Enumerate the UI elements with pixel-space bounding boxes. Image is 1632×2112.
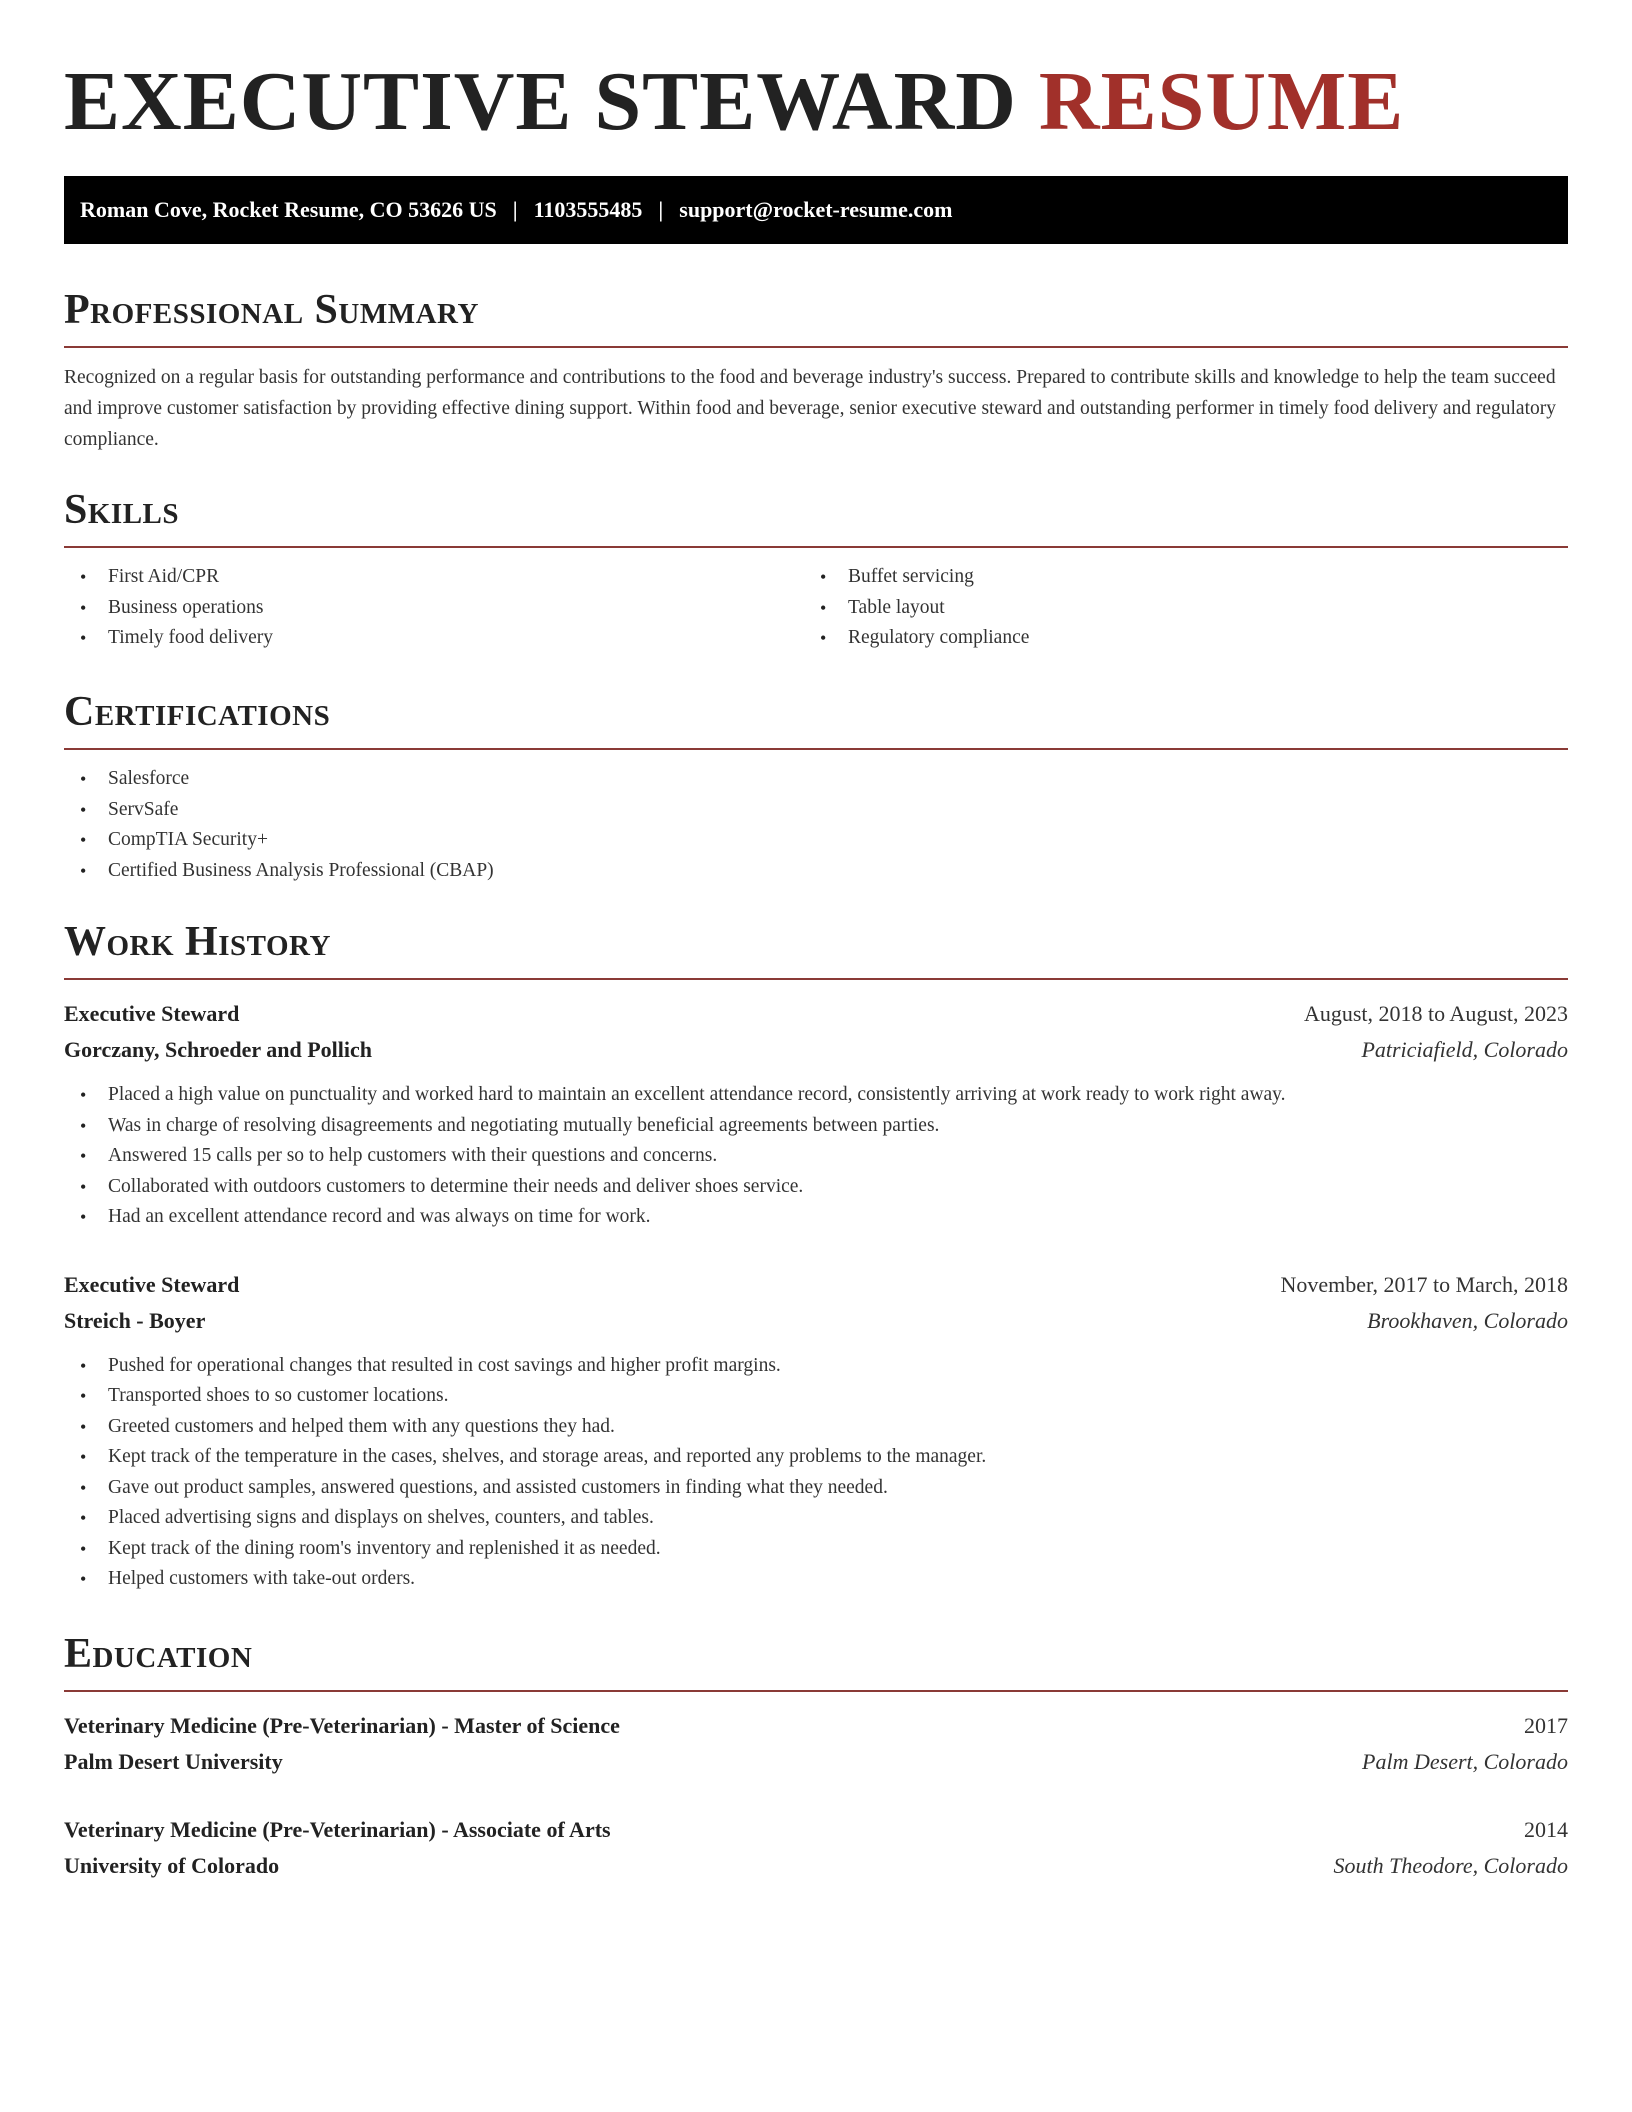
skills-heading: Skills <box>64 487 180 533</box>
summary-text: Recognized on a regular basis for outstanding performance and contributions to the food and beverage industry's success. Prepared to contribute skills and knowledge to help the team succeed and improve customer satisfaction by providing effective dining support. Within food and beverage, senior executive steward and outstanding performer in timely food delivery and regulatory compliance. <box>64 367 1556 450</box>
job-entry <box>64 1267 1568 1595</box>
education-school: Palm Desert University <box>64 1749 283 1774</box>
job-dates: November, 2017 to March, 2018 <box>1280 1271 1568 1297</box>
education-school-row <box>64 1848 1568 1884</box>
contact-phone: 1103555485 <box>533 197 643 222</box>
skills-grid <box>64 548 1568 654</box>
job-duties-list <box>64 1351 1568 1595</box>
education-degree: Veterinary Medicine (Pre-Veterinarian) - Associate of Arts <box>64 1817 611 1842</box>
certification-item: • Salesforce <box>64 764 1568 795</box>
title-accent: RESUME <box>1038 55 1405 148</box>
job-location: Patriciafield, Colorado <box>1361 1037 1568 1062</box>
contact-separator: | <box>512 197 518 222</box>
education-year: 2014 <box>1524 1817 1568 1842</box>
work-history-section <box>64 916 1568 1595</box>
work-history-heading: Work History <box>64 919 331 965</box>
job-company: Streich - Boyer <box>64 1307 206 1333</box>
resume-content <box>64 0 1568 1878</box>
job-duty: • Placed advertising signs and displays on shelves, counters, and tables. <box>64 1503 1568 1534</box>
skill-item: • First Aid/CPR <box>64 562 804 593</box>
job-duty: • Answered 15 calls per so to help customers with their questions and concerns. <box>64 1141 1568 1172</box>
certification-item: • CompTIA Security+ <box>64 825 1568 856</box>
summary-heading: Professional Summary <box>64 287 479 333</box>
job-duty: • Greeted customers and helped them with any questions they had. <box>64 1412 1568 1443</box>
skills-list-left <box>64 562 804 654</box>
education-section <box>64 1628 1568 1884</box>
education-entry <box>64 1708 1568 1780</box>
job-location: Brookhaven, Colorado <box>1367 1307 1568 1333</box>
job-header-row <box>64 1267 1568 1303</box>
contact-bar <box>64 176 1568 244</box>
education-degree: Veterinary Medicine (Pre-Veterinarian) - Master of Science <box>64 1713 620 1738</box>
certifications-heading: Certifications <box>64 689 331 735</box>
job-title: Executive Steward <box>64 1001 240 1026</box>
job-header-row <box>64 996 1568 1032</box>
job-duty: • Kept track of the temperature in the cases, shelves, and storage areas, and reported any problems to the manager. <box>64 1442 1568 1473</box>
job-duties-list <box>64 1080 1568 1233</box>
job-duty: • Gave out product samples, answered questions, and assisted customers in finding what they needed. <box>64 1473 1568 1504</box>
contact-email: support@rocket-resume.com <box>679 197 953 222</box>
job-duty: • Collaborated with outdoors customers to determine their needs and deliver shoes service. <box>64 1172 1568 1203</box>
job-duty: • Pushed for operational changes that resulted in cost savings and higher profit margins. <box>64 1351 1568 1382</box>
skills-section <box>64 484 1568 654</box>
contact-address: Roman Cove, Rocket Resume, CO 53626 US <box>80 197 497 222</box>
certification-item: • Certified Business Analysis Professional (CBAP) <box>64 856 1568 887</box>
job-company-row <box>64 1032 1568 1068</box>
certification-item: • ServSafe <box>64 795 1568 826</box>
job-duty: • Had an excellent attendance record and was always on time for work. <box>64 1202 1568 1233</box>
job-duty: • Placed a high value on punctuality and worked hard to maintain an excellent attendance record, consistently arriving at work ready to work right away. <box>64 1080 1568 1111</box>
section-divider <box>64 978 1568 980</box>
job-company-row <box>64 1303 1568 1339</box>
education-degree-row <box>64 1708 1568 1744</box>
education-school: University of Colorado <box>64 1853 280 1878</box>
section-divider <box>64 346 1568 348</box>
education-location: South Theodore, Colorado <box>1333 1853 1568 1878</box>
summary-section <box>64 284 1568 455</box>
skill-item: • Regulatory compliance <box>804 623 1544 654</box>
skill-item: • Buffet servicing <box>804 562 1544 593</box>
skill-item: • Business operations <box>64 593 804 624</box>
job-title: Executive Steward <box>64 1271 240 1297</box>
certifications-section <box>64 686 1568 886</box>
job-company: Gorczany, Schroeder and Pollich <box>64 1037 373 1062</box>
education-degree-row <box>64 1812 1568 1848</box>
education-school-row <box>64 1744 1568 1780</box>
job-duty: • Transported shoes to so customer locations. <box>64 1381 1568 1412</box>
certifications-list <box>64 764 1568 886</box>
skills-list-right <box>804 562 1544 654</box>
job-entry <box>64 996 1568 1233</box>
job-dates: August, 2018 to August, 2023 <box>1303 1001 1568 1026</box>
resume-title <box>64 0 1568 152</box>
title-main: EXECUTIVE STEWARD <box>64 55 1017 148</box>
section-divider <box>64 1690 1568 1692</box>
job-duty: • Helped customers with take-out orders. <box>64 1564 1568 1595</box>
skill-item: • Table layout <box>804 593 1544 624</box>
job-duty: • Was in charge of resolving disagreements and negotiating mutually beneficial agreements between parties. <box>64 1111 1568 1142</box>
education-location: Palm Desert, Colorado <box>1362 1749 1568 1774</box>
skill-item: • Timely food delivery <box>64 623 804 654</box>
education-entry <box>64 1812 1568 1884</box>
education-year: 2017 <box>1524 1713 1568 1738</box>
contact-separator: | <box>658 197 664 222</box>
job-duty: • Kept track of the dining room's inventory and replenished it as needed. <box>64 1534 1568 1565</box>
education-heading: Education <box>64 1631 253 1677</box>
section-divider <box>64 748 1568 750</box>
